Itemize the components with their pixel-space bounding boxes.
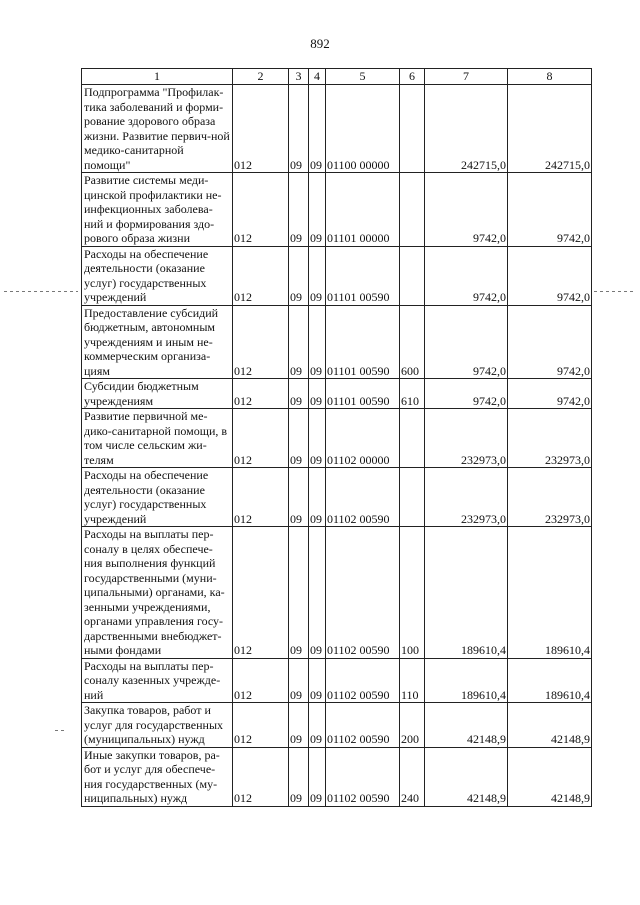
expense-type-cell (400, 468, 425, 527)
admin-code-cell: 012 (233, 409, 289, 468)
expense-type-cell: 600 (400, 305, 425, 379)
header-cell: 1 (82, 69, 233, 85)
admin-code-cell: 012 (233, 305, 289, 379)
header-cell: 2 (233, 69, 289, 85)
section-cell: 09 (289, 527, 309, 659)
expense-type-cell (400, 173, 425, 247)
page-number: 892 (310, 36, 330, 51)
subsection-cell: 09 (309, 85, 326, 173)
item-name-cell: Развитие системы меди-цинской профилактики не-инфекционных заболева-ний и формирования здо-рового образа жизни (82, 173, 233, 247)
target-article-cell: 01102 00590 (326, 703, 400, 748)
item-name-cell: Субсидии бюджетным учреждениям (82, 379, 233, 409)
amount-year2-cell: 232973,0 (508, 468, 592, 527)
amount-year1-cell: 189610,4 (425, 658, 508, 703)
admin-code-cell: 012 (233, 468, 289, 527)
item-name-cell: Расходы на обеспечение деятельности (оказание услуг) государственных учреждений (82, 468, 233, 527)
target-article-cell: 01102 00590 (326, 468, 400, 527)
amount-year2-cell: 9742,0 (508, 305, 592, 379)
subsection-cell: 09 (309, 658, 326, 703)
table-row (82, 747, 592, 806)
budget-table (81, 68, 592, 807)
subsection-cell: 09 (309, 409, 326, 468)
amount-year2-cell: 189610,4 (508, 658, 592, 703)
section-cell: 09 (289, 703, 309, 748)
subsection-cell: 09 (309, 747, 326, 806)
item-name-cell: Расходы на выплаты пер-соналу в целях обеспече-ния выполнения функций государственными (муни-ципальными) органами, ка-зенными учреждениями, органами управления госу-дарственными внебюджет-ными фондами (82, 527, 233, 659)
subsection-cell: 09 (309, 379, 326, 409)
expense-type-cell: 200 (400, 703, 425, 748)
section-cell: 09 (289, 246, 309, 305)
amount-year2-cell: 9742,0 (508, 173, 592, 247)
section-cell: 09 (289, 409, 309, 468)
admin-code-cell: 012 (233, 703, 289, 748)
header-cell: 8 (508, 69, 592, 85)
amount-year1-cell: 9742,0 (425, 305, 508, 379)
target-article-cell: 01101 00000 (326, 173, 400, 247)
section-cell: 09 (289, 173, 309, 247)
amount-year1-cell: 42148,9 (425, 747, 508, 806)
target-article-cell: 01100 00000 (326, 85, 400, 173)
target-article-cell: 01101 00590 (326, 305, 400, 379)
scan-artifact-line (4, 291, 78, 292)
item-name-cell: Расходы на обеспечение деятельности (оказание услуг) государственных учреждений (82, 246, 233, 305)
scan-artifact-line (594, 291, 636, 292)
admin-code-cell: 012 (233, 246, 289, 305)
section-cell: 09 (289, 85, 309, 173)
subsection-cell: 09 (309, 527, 326, 659)
item-name-cell: Расходы на выплаты пер-соналу казенных учрежде-ний (82, 658, 233, 703)
target-article-cell: 01102 00000 (326, 409, 400, 468)
table-row (82, 703, 592, 748)
subsection-cell: 09 (309, 246, 326, 305)
subsection-cell: 09 (309, 703, 326, 748)
header-cell: 4 (309, 69, 326, 85)
amount-year1-cell: 9742,0 (425, 173, 508, 247)
table-row (82, 85, 592, 173)
expense-type-cell: 610 (400, 379, 425, 409)
amount-year1-cell: 232973,0 (425, 468, 508, 527)
item-name-cell: Подпрограмма "Профилак-тика заболеваний и форми-рование здорового образа жизни. Развитие первич-ной медико-санитарной помощи" (82, 85, 233, 173)
scan-artifact-line (55, 730, 65, 731)
target-article-cell: 01102 00590 (326, 527, 400, 659)
expense-type-cell (400, 246, 425, 305)
target-article-cell: 01102 00590 (326, 658, 400, 703)
header-cell: 3 (289, 69, 309, 85)
expense-type-cell: 100 (400, 527, 425, 659)
table-row (82, 305, 592, 379)
amount-year2-cell: 232973,0 (508, 409, 592, 468)
item-name-cell: Предоставление субсидий бюджетным, автономным учреждениям и иным не-коммерческим организа-циям (82, 305, 233, 379)
target-article-cell: 01101 00590 (326, 379, 400, 409)
header-cell: 6 (400, 69, 425, 85)
admin-code-cell: 012 (233, 85, 289, 173)
expense-type-cell: 240 (400, 747, 425, 806)
table-row (82, 658, 592, 703)
admin-code-cell: 012 (233, 527, 289, 659)
table-row (82, 379, 592, 409)
amount-year1-cell: 232973,0 (425, 409, 508, 468)
target-article-cell: 01102 00590 (326, 747, 400, 806)
admin-code-cell: 012 (233, 173, 289, 247)
target-article-cell: 01101 00590 (326, 246, 400, 305)
subsection-cell: 09 (309, 173, 326, 247)
table-row (82, 173, 592, 247)
header-cell: 7 (425, 69, 508, 85)
item-name-cell: Развитие первичной ме-дико-санитарной помощи, в том числе сельским жи-телям (82, 409, 233, 468)
subsection-cell: 09 (309, 468, 326, 527)
admin-code-cell: 012 (233, 658, 289, 703)
table-row (82, 468, 592, 527)
admin-code-cell: 012 (233, 747, 289, 806)
item-name-cell: Иные закупки товаров, ра-бот и услуг для обеспече-ния государственных (му-ниципальных) нужд (82, 747, 233, 806)
amount-year1-cell: 42148,9 (425, 703, 508, 748)
header-cell: 5 (326, 69, 400, 85)
amount-year1-cell: 242715,0 (425, 85, 508, 173)
expense-type-cell: 110 (400, 658, 425, 703)
amount-year2-cell: 9742,0 (508, 379, 592, 409)
amount-year2-cell: 9742,0 (508, 246, 592, 305)
section-cell: 09 (289, 747, 309, 806)
table-header-row (82, 69, 592, 85)
amount-year2-cell: 42148,9 (508, 703, 592, 748)
section-cell: 09 (289, 468, 309, 527)
amount-year1-cell: 9742,0 (425, 379, 508, 409)
amount-year1-cell: 9742,0 (425, 246, 508, 305)
table-row (82, 409, 592, 468)
expense-type-cell (400, 409, 425, 468)
subsection-cell: 09 (309, 305, 326, 379)
admin-code-cell: 012 (233, 379, 289, 409)
amount-year1-cell: 189610,4 (425, 527, 508, 659)
section-cell: 09 (289, 305, 309, 379)
amount-year2-cell: 242715,0 (508, 85, 592, 173)
section-cell: 09 (289, 379, 309, 409)
section-cell: 09 (289, 658, 309, 703)
item-name-cell: Закупка товаров, работ и услуг для государственных (муниципальных) нужд (82, 703, 233, 748)
expense-type-cell (400, 85, 425, 173)
table-row (82, 246, 592, 305)
amount-year2-cell: 189610,4 (508, 527, 592, 659)
amount-year2-cell: 42148,9 (508, 747, 592, 806)
table-row (82, 527, 592, 659)
